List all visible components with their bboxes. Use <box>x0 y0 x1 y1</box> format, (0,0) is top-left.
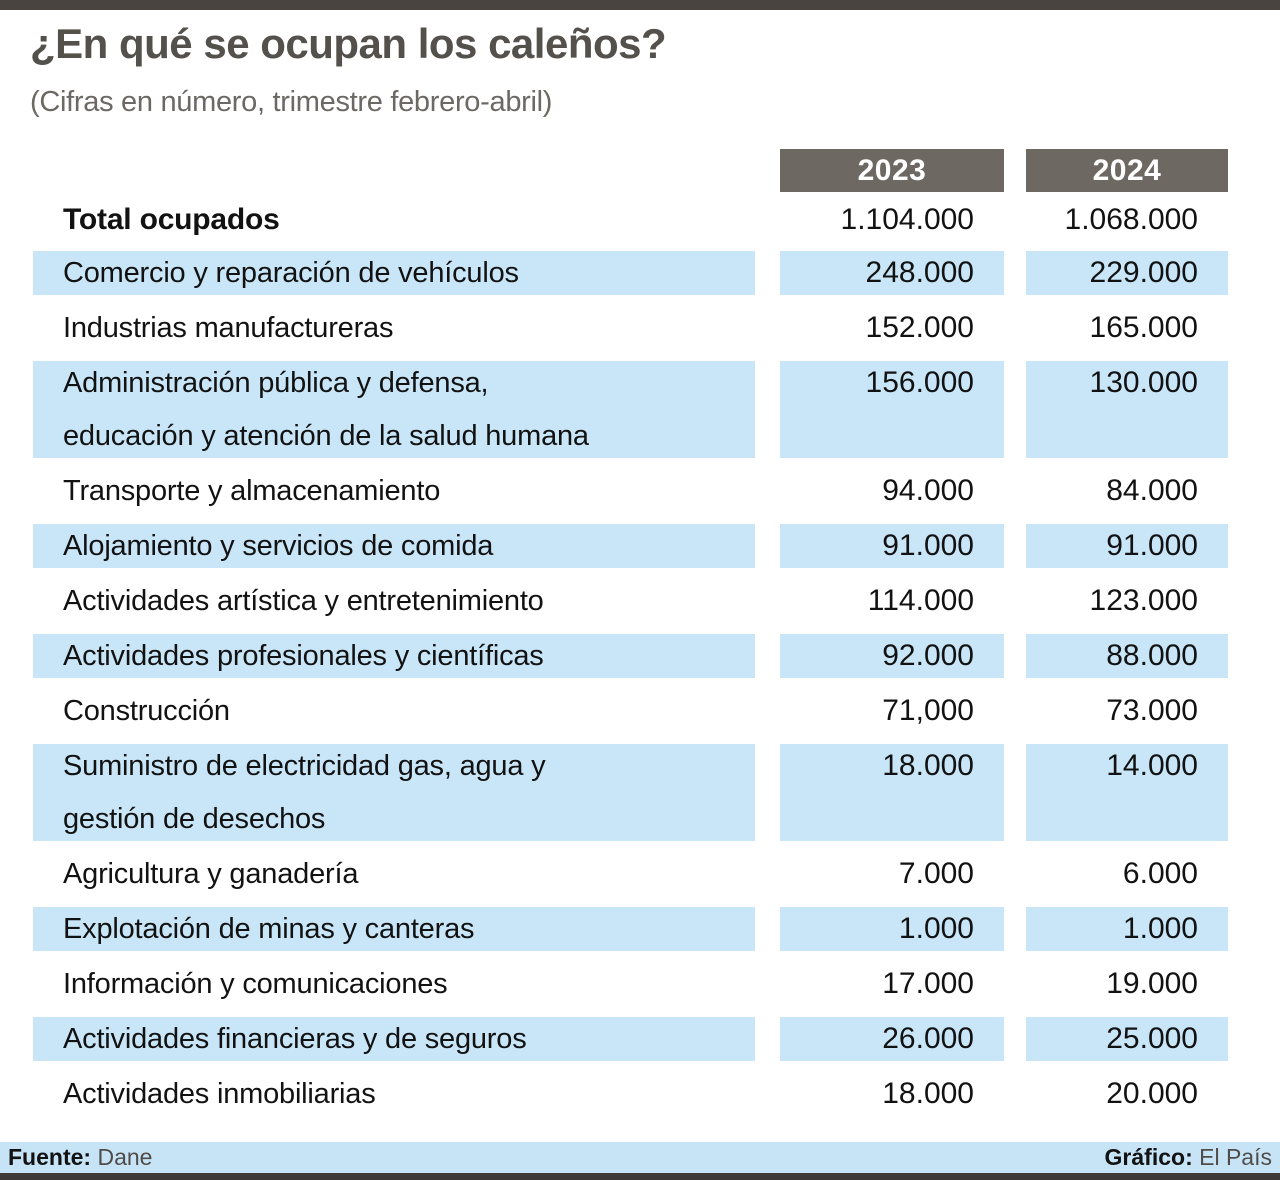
value-2023: 156.000 <box>780 361 1004 458</box>
table-row <box>33 962 1228 1006</box>
value-2023: 248.000 <box>780 251 1004 295</box>
table-row <box>33 306 1228 350</box>
total-row <box>33 198 1228 242</box>
value-2023: 94.000 <box>882 474 974 507</box>
footer-bar <box>0 1142 1280 1173</box>
row-label: Industrias manufactureras <box>63 312 394 344</box>
source-label: Fuente: <box>8 1144 92 1170</box>
row-label: Actividades artística y entretenimiento <box>63 585 544 617</box>
table-row <box>33 1017 1228 1061</box>
row-label: Comercio y reparación de vehículos <box>33 251 755 295</box>
table-row <box>33 524 1228 568</box>
value-2023: 7.000 <box>898 857 974 890</box>
bottom-accent-bar <box>0 1173 1280 1180</box>
row-label: Alojamiento y servicios de comida <box>33 524 755 568</box>
credit-value: El País <box>1199 1144 1272 1170</box>
row-label: Total ocupados <box>63 203 280 236</box>
row-label: Administración pública y defensa, educación y atención de la salud humana <box>33 361 755 458</box>
value-2023: 152.000 <box>865 311 974 344</box>
value-2023: 92.000 <box>780 634 1004 678</box>
table-body <box>33 251 1228 1116</box>
credit-label: Gráfico: <box>1104 1144 1193 1170</box>
employment-table <box>33 149 1228 1116</box>
value-2024: 123.000 <box>1089 584 1198 617</box>
value-2023: 18.000 <box>780 744 1004 841</box>
row-label: Agricultura y ganadería <box>63 858 359 890</box>
value-2023: 91.000 <box>780 524 1004 568</box>
value-2023: 18.000 <box>882 1077 974 1110</box>
table-row <box>33 634 1228 678</box>
row-label: Información y comunicaciones <box>63 968 448 1000</box>
table-row <box>33 744 1228 841</box>
page-title: ¿En qué se ocupan los caleños? <box>30 20 667 67</box>
credit-note <box>1105 1142 1272 1173</box>
value-2024: 20.000 <box>1106 1077 1198 1110</box>
value-2024: 1.000 <box>1026 907 1228 951</box>
row-label: Actividades financieras y de seguros <box>33 1017 755 1061</box>
value-2024: 6.000 <box>1122 857 1198 890</box>
table-row <box>33 907 1228 951</box>
year-header-2024: 2024 <box>1026 149 1228 192</box>
row-label: Construcción <box>63 695 230 727</box>
value-2023: 1.104.000 <box>840 203 974 236</box>
value-2024: 19.000 <box>1106 967 1198 1000</box>
value-2024: 91.000 <box>1026 524 1228 568</box>
source-note <box>8 1142 152 1173</box>
year-header-2023: 2023 <box>780 149 1004 192</box>
table-row <box>33 469 1228 513</box>
value-2024: 229.000 <box>1026 251 1228 295</box>
table-row <box>33 579 1228 623</box>
top-accent-bar <box>0 0 1280 10</box>
value-2023: 1.000 <box>780 907 1004 951</box>
value-2024: 14.000 <box>1026 744 1228 841</box>
table-row <box>33 361 1228 458</box>
page-subtitle: (Cifras en número, trimestre febrero-abril) <box>30 86 553 118</box>
header-spacer <box>33 149 755 192</box>
table-row <box>33 852 1228 896</box>
table-row <box>33 689 1228 733</box>
value-2024: 84.000 <box>1106 474 1198 507</box>
row-label: Actividades profesionales y científicas <box>33 634 755 678</box>
value-2023: 17.000 <box>882 967 974 1000</box>
value-2024: 88.000 <box>1026 634 1228 678</box>
value-2023: 26.000 <box>780 1017 1004 1061</box>
value-2023: 71,000 <box>882 694 974 727</box>
value-2023: 114.000 <box>867 584 974 617</box>
source-value: Dane <box>97 1144 153 1170</box>
row-label: Explotación de minas y canteras <box>33 907 755 951</box>
value-2024: 1.068.000 <box>1064 203 1198 236</box>
table-row <box>33 251 1228 295</box>
value-2024: 130.000 <box>1026 361 1228 458</box>
value-2024: 73.000 <box>1106 694 1198 727</box>
value-2024: 165.000 <box>1089 311 1198 344</box>
row-label: Actividades inmobiliarias <box>63 1078 376 1110</box>
year-header-row <box>33 149 1228 192</box>
row-label: Suministro de electricidad gas, agua y gestión de desechos <box>33 744 755 841</box>
row-label: Transporte y almacenamiento <box>63 475 441 507</box>
value-2024: 25.000 <box>1026 1017 1228 1061</box>
table-row <box>33 1072 1228 1116</box>
